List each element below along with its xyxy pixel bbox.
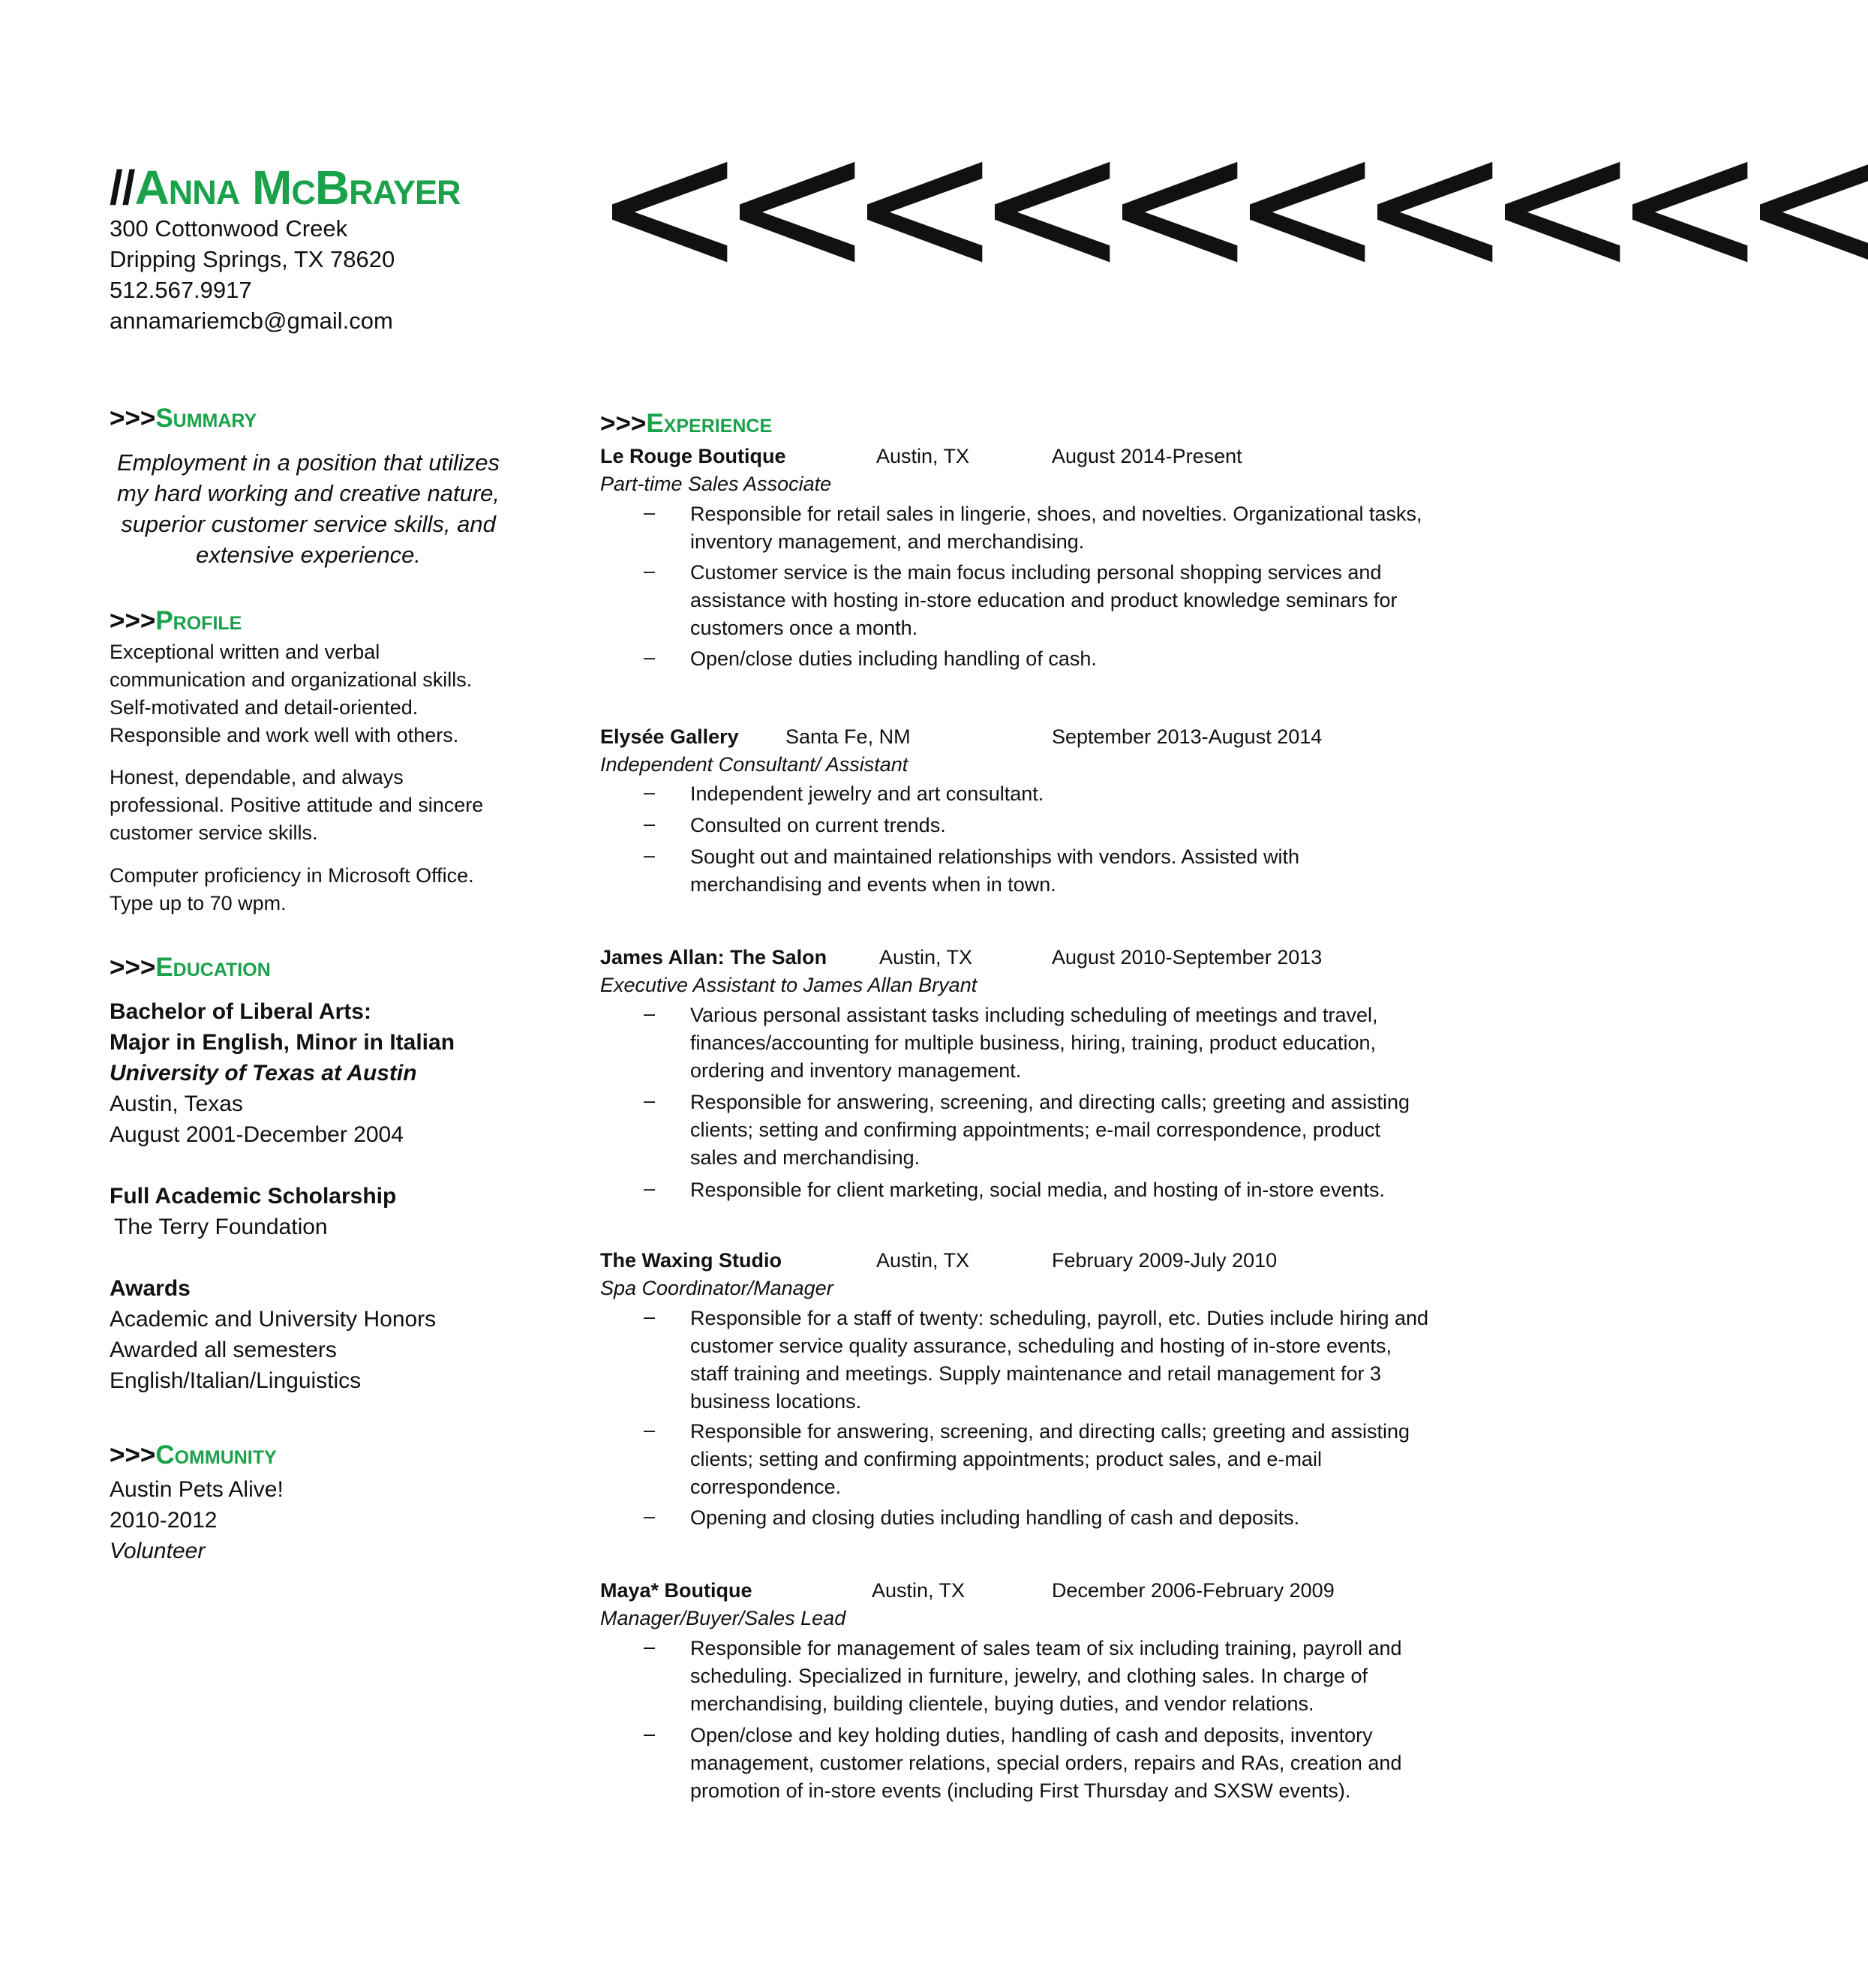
job-bullet: Responsible for answering, screening, and directing calls; greeting and assisting clients; setting and confirming appointments; product sales, and e-mail correspondence. [690, 1420, 1410, 1498]
job-company: Maya* Boutique [600, 1579, 752, 1602]
summary-heading [110, 402, 257, 435]
award-item: English/Italian/Linguistics [110, 1368, 362, 1393]
bullet-dash: – [644, 812, 656, 835]
job-bullet: Responsible for a staff of twenty: scheduling, payroll, etc. Duties include hiring and customer service quality assurance, scheduling and hosting of in-store events, staff training and meetings. Supply maintenance and retail management for 3 business locations. [690, 1307, 1429, 1413]
job-role: Independent Consultant/ Assistant [600, 753, 908, 776]
job-bullet: Open/close and key holding duties, handling of cash and deposits, inventory management, customer relations, special orders, repairs and RAs, creation and promotion of in-store events (including First Thursday and SXSW events). [690, 1724, 1402, 1802]
email-address: annamariemcb@gmail.com [110, 308, 393, 334]
heading-arrow: >>> [110, 1440, 156, 1470]
scholarship-foundation: The Terry Foundation [114, 1215, 328, 1239]
address-line-2: Dripping Springs, TX 78620 [110, 246, 395, 272]
job-bullet: Customer service is the main focus including personal shopping services and assistance with hosting in-store education and product knowledge seminars for customers once a month. [690, 561, 1398, 639]
job-bullet: Various personal assistant tasks including scheduling of meetings and travel, finances/accounting for multiple business, hiring, training, product education, ordering and inventory management. [690, 1004, 1378, 1082]
bullet-dash: – [644, 501, 656, 524]
job-dates: August 2010-September 2013 [1052, 946, 1323, 968]
job-location: Austin, TX [876, 1249, 970, 1272]
job-bullet: Opening and closing duties including handling of cash and deposits. [690, 1506, 1300, 1529]
job-dates: September 2013-August 2014 [1052, 725, 1323, 748]
major: Major in English, Minor in Italian [110, 1030, 455, 1055]
job-dates: December 2006-February 2009 [1052, 1579, 1335, 1602]
bullet-dash: – [644, 1002, 656, 1025]
job-company: James Allan: The Salon [600, 946, 827, 968]
profile-paragraph-1: Exceptional written and verbal communication and organizational skills. Self-motivated and detail-oriented. Responsible and work well with others. [110, 641, 473, 746]
community-heading [110, 1439, 277, 1472]
summary-text: Employment in a position that utilizes my hard working and creative nature, superior customer service skills, and extensive experience. [116, 449, 500, 568]
school-name: University of Texas at Austin [110, 1061, 417, 1086]
job-bullet: Consulted on current trends. [690, 814, 946, 836]
bullet-dash: – [644, 1722, 656, 1745]
heading-text: Summary [155, 404, 257, 433]
profile-paragraph-2: Honest, dependable, and always professional. Positive attitude and sincere customer service skills. [110, 766, 484, 844]
community-role: Volunteer [110, 1539, 206, 1563]
heading-text: Community [155, 1440, 277, 1470]
bullet-dash: – [644, 1305, 656, 1328]
degree: Bachelor of Liberal Arts: [110, 999, 371, 1024]
job-company: Elysée Gallery [600, 725, 739, 748]
community-org: Austin Pets Alive! [110, 1477, 284, 1502]
job-location: Austin, TX [879, 946, 973, 968]
awards-heading: Awards [110, 1276, 191, 1301]
job-bullet: Open/close duties including handling of cash. [690, 647, 1097, 670]
experience-heading [600, 407, 772, 440]
bullet-dash: – [644, 1635, 656, 1658]
bullet-dash: – [644, 560, 656, 582]
heading-arrow: >>> [110, 404, 156, 433]
job-location: Santa Fe, NM [785, 725, 911, 748]
job-bullet: Responsible for client marketing, social media, and hosting of in-store events. [690, 1179, 1385, 1201]
school-city: Austin, Texas [110, 1092, 243, 1116]
education-dates: August 2001-December 2004 [110, 1122, 404, 1147]
community-years: 2010-2012 [110, 1508, 218, 1533]
heading-arrow: >>> [600, 409, 647, 438]
name-text: Anna McBrayer [134, 161, 461, 215]
job-bullet: Responsible for management of sales team of six including training, payroll and scheduling. Specialized in furniture, jewelry, and clothing sales. In charge of merchandising, building clientele, buying duties, and vendor relations. [690, 1637, 1402, 1715]
job-bullet: Responsible for answering, screening, and directing calls; greeting and assisting clients; setting and confirming appointments; e-mail correspondence, product sales and merchandising. [690, 1091, 1410, 1169]
bullet-dash: – [644, 1419, 656, 1441]
address-line-1: 300 Cottonwood Creek [110, 215, 348, 242]
profile-heading [110, 605, 242, 638]
scholarship-title: Full Academic Scholarship [110, 1184, 397, 1209]
job-role: Executive Assistant to James Allan Bryant [600, 974, 978, 996]
job-dates: August 2014-Present [1052, 445, 1242, 467]
job-company: The Waxing Studio [600, 1249, 782, 1272]
heading-text: Education [155, 953, 271, 982]
bullet-dash: – [644, 781, 656, 803]
job-bullet: Responsible for retail sales in lingerie, shoes, and novelties. Organizational tasks, inventory management, and merchandising. [690, 503, 1422, 553]
bullet-dash: – [644, 1089, 656, 1112]
name-slashes: // [110, 161, 135, 215]
bullet-dash: – [644, 646, 656, 668]
job-role: Manager/Buyer/Sales Lead [600, 1607, 846, 1629]
profile-paragraph-3: Computer proficiency in Microsoft Office. Type up to 70 wpm. [110, 864, 474, 914]
bullet-dash: – [644, 1177, 656, 1200]
heading-arrow: >>> [110, 606, 156, 635]
job-company: Le Rouge Boutique [600, 445, 786, 467]
resume-name [110, 159, 460, 216]
education-heading [110, 951, 271, 984]
job-dates: February 2009-July 2010 [1052, 1249, 1278, 1272]
bullet-dash: – [644, 1505, 656, 1527]
award-item: Academic and University Honors [110, 1307, 437, 1332]
job-location: Austin, TX [872, 1579, 966, 1602]
heading-text: Profile [155, 606, 242, 635]
job-location: Austin, TX [876, 445, 970, 467]
job-bullet: Sought out and maintained relationships with vendors. Assisted with merchandising and events when in town. [690, 845, 1299, 896]
heading-arrow: >>> [110, 953, 156, 982]
award-item: Awarded all semesters [110, 1338, 337, 1362]
heading-text: Experience [646, 409, 773, 438]
bullet-dash: – [644, 844, 656, 866]
job-bullet: Independent jewelry and art consultant. [690, 782, 1044, 805]
job-role: Spa Coordinator/Manager [600, 1277, 833, 1299]
phone-number: 512.567.9917 [110, 277, 252, 303]
job-role: Part-time Sales Associate [600, 473, 832, 495]
decorative-chevrons: <<<<<<<<<< [593, 97, 1868, 315]
